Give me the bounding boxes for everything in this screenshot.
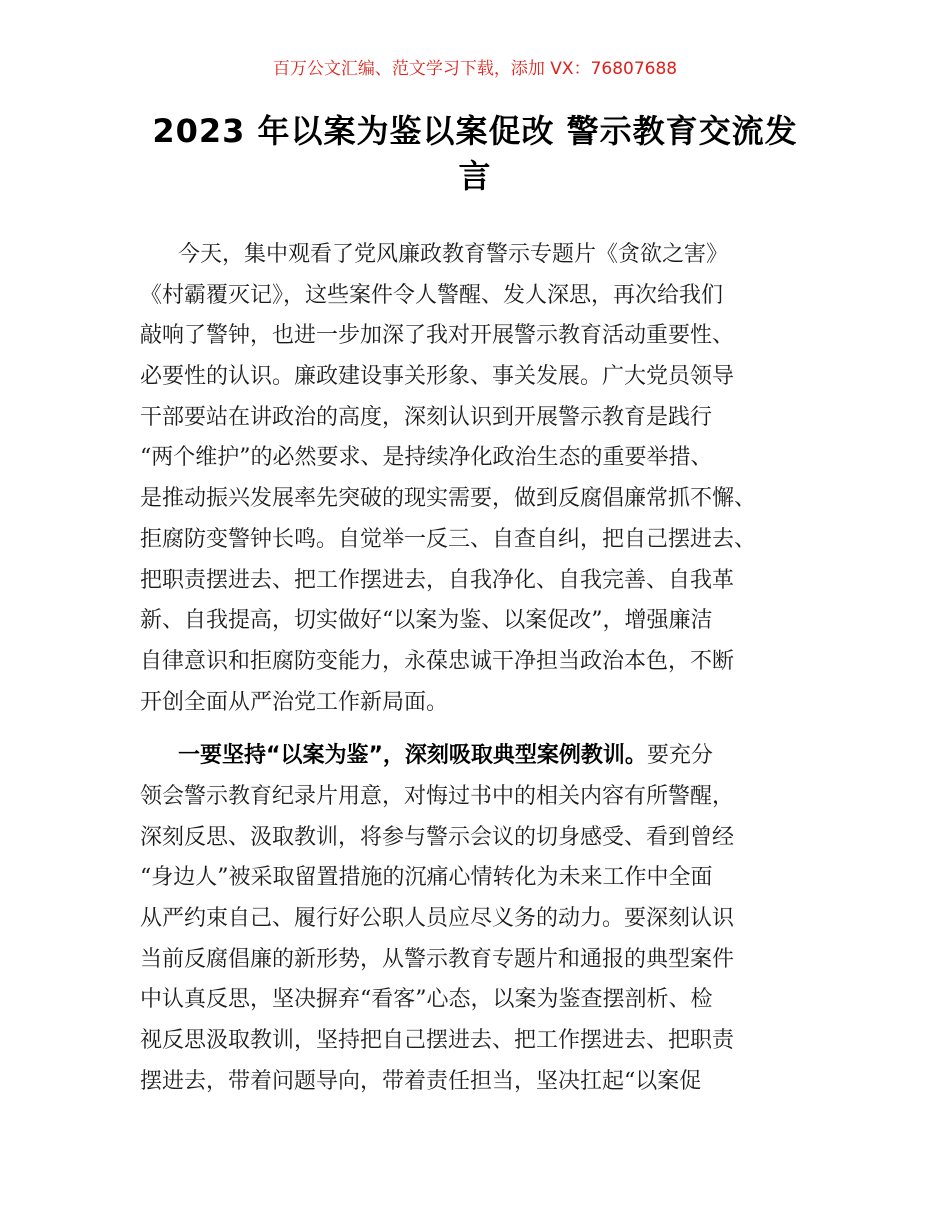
document-body — [140, 235, 830, 1102]
text-line: 必要性的认识。廉政建设事关形象、事关发展。广大党员领导 — [140, 364, 735, 390]
text-line: 摆进去，带着问题导向，带着责任担当，坚决扛起“以案促 — [140, 1068, 702, 1094]
text-line: 自律意识和拒腐防变能力，永葆忠诚干净担当政治本色，不断 — [140, 648, 735, 674]
text-line: 《村霸覆灭记》，这些案件令人警醒、发人深思，再次给我们 — [140, 282, 724, 308]
text-line: 从严约束自己、履行好公职人员应尽义务的动力。要深刻认识 — [140, 906, 735, 931]
text-line: 深刻反思、汲取教训，将参与警示会议的切身感受、看到曾经 — [140, 824, 735, 850]
paragraph-lead-heading: 一要坚持“以案为鉴”，深刻吸取典型案例教训。 — [178, 743, 647, 769]
text-line: 拒腐防变警钟长鸣。自觉举一反三、自查自纠，把自己摆进去、 — [140, 526, 757, 552]
text-line: 敲响了警钟，也进一步加深了我对开展警示教育活动重要性、 — [140, 323, 735, 349]
text-line: 当前反腐倡廉的新形势，从警示教育专题片和通报的典型案件 — [140, 946, 735, 972]
text-line: 今天，集中观看了党风廉政教育警示专题片《贪欲之害》 — [178, 242, 729, 267]
text-line: 把职责摆进去、把工作摆进去，自我净化、自我完善、自我革 — [140, 567, 735, 593]
text-line — [140, 736, 830, 777]
text-line: 是推动振兴发展率先突破的现实需要，做到反腐倡廉常抓不懈、 — [140, 486, 757, 512]
text-line: “身边人”被采取留置措施的沉痛心情转化为未来工作中全面 — [140, 865, 713, 891]
text-line: 视反思汲取教训，坚持把自己摆进去、把工作摆进去、把职责 — [140, 1028, 735, 1054]
text-line: 干部要站在讲政治的高度，深刻认识到开展警示教育是践行 — [140, 404, 713, 430]
paragraph-point-one — [140, 736, 830, 1102]
text-line: “两个维护”的必然要求、是持续净化政治生态的重要举措、 — [140, 445, 713, 471]
title-line: 言 — [458, 157, 492, 195]
document-title — [140, 109, 810, 199]
text-line: 中认真反思，坚决摒弃“看客”心态，以案为鉴查摆剖析、检 — [140, 987, 713, 1013]
title-line: 2023 年以案为鉴以案促改 警示教育交流发 — [152, 112, 798, 150]
header-note: 百万公文汇编、范文学习下载，添加 VX：76807688 — [272, 59, 678, 79]
text-line: 领会警示教育纪录片用意，对悔过书中的相关内容有所警醒， — [140, 783, 735, 809]
text-line: 新、自我提高，切实做好“以案为鉴、以案促改”，增强廉洁 — [140, 608, 713, 634]
paragraph-intro — [140, 235, 830, 723]
text-line: 开创全面从严治党工作新局面。 — [140, 689, 449, 715]
paragraph-gap — [140, 723, 830, 736]
paragraph-lead-rest: 要充分 — [646, 743, 713, 769]
